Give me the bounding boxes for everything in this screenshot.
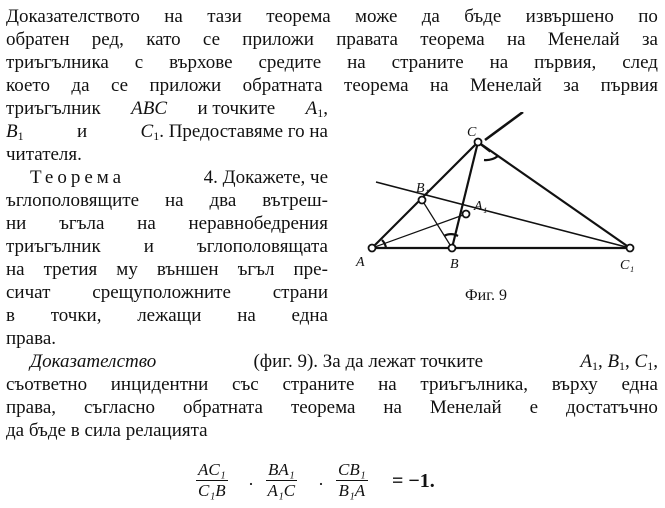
theorem-line: права. — [6, 328, 57, 349]
proof-heading: Доказателство (фиг. 9). За да лежат точките $A_1$, $B_1$, $C_1$, — [30, 351, 658, 373]
point-b1 — [419, 197, 426, 204]
paragraph-line: Доказателството на тази теорема може да бъде извършено по — [6, 6, 658, 27]
proof-line: права, съгласно обратната теорема на Менелай е достатъчно — [6, 397, 658, 418]
line-c-c1 — [478, 142, 630, 248]
label-b1: B₁ — [416, 181, 430, 196]
point-c1 — [627, 245, 634, 252]
paragraph-line: $B_1$ и $C_1$. Предоставяме го на — [6, 121, 328, 143]
paragraph-line: триъгълник ABC и точките $A_1$, — [6, 98, 328, 120]
label-c: C — [467, 125, 477, 140]
theorem-line: в точки, лежащи на една — [6, 305, 328, 326]
proof-line: да бъде в сила релацията — [6, 420, 208, 441]
formula-result: = −1. — [392, 470, 435, 492]
point-a1 — [463, 211, 470, 218]
bisector-a — [372, 214, 466, 248]
label-c1: C₁ — [620, 258, 635, 273]
multiply-dot: · — [318, 474, 324, 494]
label-a: A — [356, 255, 365, 270]
angle-arc-c — [484, 156, 498, 160]
fraction-1: $\frac{\text{AC₁}}{\text{C₁B}}$ — [198, 460, 226, 500]
side-cb — [452, 142, 478, 248]
fraction-3: $\frac{\text{CB₁}}{\text{B₁A}}$ — [338, 460, 366, 500]
point-a — [369, 245, 376, 252]
menelaus-line — [376, 182, 630, 248]
label-b: B — [450, 257, 459, 272]
theorem-line: на третия му външен ъгъл пре- — [6, 259, 328, 280]
theorem-line: ъглополовящите на два вътреш- — [6, 190, 328, 211]
theorem-line: ни ъгъла на неравнобедрения — [6, 213, 328, 234]
menelaus-formula — [196, 460, 456, 504]
bisector-b — [422, 200, 452, 248]
theorem-heading: Теорема 4. Докажете, че — [30, 167, 328, 188]
angle-arc-b — [444, 234, 458, 236]
paragraph-line: триъгълника с върхове средите на страните на първия, след — [6, 52, 658, 73]
paragraph-line: което да се приложи обратната теорема на Менелай за първия — [6, 75, 658, 96]
figure-caption: Фиг. 9 — [465, 287, 507, 304]
multiply-dot: · — [248, 474, 254, 494]
theorem-line: сичат срещуположните страни — [6, 282, 328, 303]
theorem-line: триъгълник и ъглополовящата — [6, 236, 328, 257]
fraction-2: $\frac{\text{BA₁}}{\text{A₁C}}$ — [267, 460, 296, 500]
extension-c — [485, 112, 523, 140]
point-b — [449, 245, 456, 252]
proof-line: съответно инцидентни със страните на триъгълника, върху една — [6, 374, 658, 395]
paragraph-line: обратен ред, като се приложи правата теорема на Менелай за — [6, 29, 658, 50]
label-a1: A₁ — [474, 199, 488, 214]
paragraph-line: читателя. — [6, 144, 82, 165]
